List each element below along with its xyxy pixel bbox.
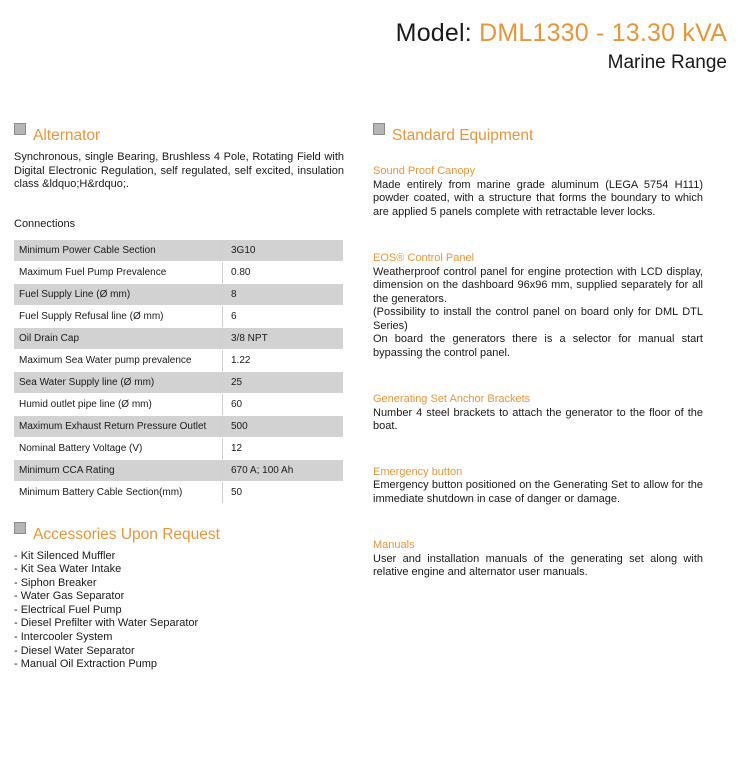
right-column <box>373 121 703 580</box>
table-row <box>14 305 343 327</box>
accessories-section-title <box>14 520 344 550</box>
list-item: - Manual Oil Extraction Pump <box>14 658 158 671</box>
equipment-item-text: User and installation manuals of the generating set along with relative engine and alternator user manuals. <box>373 552 703 578</box>
list-item: - Diesel Water Separator <box>14 644 135 657</box>
bullet-square-icon <box>14 522 26 534</box>
spec-label: Maximum Exhaust Return Pressure Outlet <box>14 415 223 437</box>
spec-label: Oil Drain Cap <box>14 327 223 349</box>
spec-value: 50 <box>223 481 344 503</box>
spec-value: 1.22 <box>223 349 344 371</box>
table-row <box>14 349 343 371</box>
spec-label: Maximum Sea Water pump prevalence <box>14 349 223 371</box>
spec-value: 3G10 <box>223 240 344 262</box>
spec-value: 25 <box>223 371 344 393</box>
bullet-square-icon <box>14 123 26 135</box>
list-item: - Water Gas Separator <box>14 590 125 603</box>
spec-label: Nominal Battery Voltage (V) <box>14 437 223 459</box>
equipment-item-text: Made entirely from marine grade aluminum (LEGA 5754 H111) powder coated, with a structure that forms the boundary to which are applied 5 panels complete with retractable lever locks. <box>373 178 703 218</box>
spec-value: 8 <box>223 283 344 305</box>
accessories-title: Accessories Upon Request <box>33 525 220 543</box>
connections-label: Connections <box>14 217 76 230</box>
equipment-item-title: EOS® Control Panel <box>373 252 475 264</box>
range-subtitle: Marine Range <box>607 52 727 73</box>
equipment-item-title: Manuals <box>373 539 415 551</box>
standard-equipment-title: Standard Equipment <box>392 127 534 144</box>
alternator-section-title <box>14 121 344 151</box>
spec-label: Minimum Power Cable Section <box>14 240 223 262</box>
table-row <box>14 240 343 262</box>
spec-value: 12 <box>223 437 344 459</box>
spec-value: 670 A; 100 Ah <box>223 459 344 481</box>
spec-value: 6 <box>223 305 344 327</box>
alternator-description: Synchronous, single Bearing, Brushless 4 Pole, Rotating Field with Digital Electronic Regulation, self regulated, self excited, insulation class &ldquo;H&rdquo;. <box>14 151 344 190</box>
left-column <box>14 121 344 672</box>
equipment-item-text: On board the generators there is a selector for manual start bypassing the control panel. <box>373 333 703 359</box>
equipment-item-anchor-brackets <box>373 393 703 434</box>
spec-label: Sea Water Supply line (Ø mm) <box>14 371 223 393</box>
equipment-item-canopy <box>373 165 703 219</box>
spec-label: Maximum Fuel Pump Prevalence <box>14 261 223 283</box>
list-item: - Diesel Prefilter with Water Separator <box>14 617 199 630</box>
equipment-item-control-panel <box>373 252 703 360</box>
spec-label: Fuel Supply Refusal line (Ø mm) <box>14 305 223 327</box>
equipment-item-title: Sound Proof Canopy <box>373 165 476 177</box>
equipment-item-text: Number 4 steel brackets to attach the generator to the floor of the boat. <box>373 406 703 432</box>
table-row <box>14 393 343 415</box>
table-row <box>14 371 343 393</box>
table-row <box>14 415 343 437</box>
bullet-square-icon <box>373 123 385 135</box>
spec-label: Humid outlet pipe line (Ø mm) <box>14 393 223 415</box>
equipment-item-text: Weatherproof control panel for engine protection with LCD display, dimension on the dashboard 96x96 mm, supplied separately for all the generators. <box>373 265 703 305</box>
standard-equipment-section-title <box>373 121 703 151</box>
table-row <box>14 437 343 459</box>
table-row <box>14 481 343 503</box>
equipment-item-text: (Possibility to install the control panel on board only for DML DTL Series) <box>373 306 703 332</box>
spec-value: 0.80 <box>223 261 344 283</box>
equipment-item-title: Emergency button <box>373 465 463 478</box>
spec-value: 3/8 NPT <box>223 327 344 349</box>
alternator-title: Alternator <box>33 127 101 144</box>
model-value: DML1330 - 13.30 kVA <box>479 19 727 47</box>
equipment-item-manuals <box>373 539 703 580</box>
accessories-list <box>14 550 344 672</box>
spec-label: Fuel Supply Line (Ø mm) <box>14 283 223 305</box>
list-item: - Electrical Fuel Pump <box>14 603 122 616</box>
connections-table <box>14 240 343 504</box>
spec-value: 60 <box>223 393 344 415</box>
list-item: - Kit Silenced Muffler <box>14 549 116 562</box>
table-row <box>14 283 343 305</box>
page-header <box>396 16 727 75</box>
list-item: - Kit Sea Water Intake <box>14 563 122 576</box>
equipment-item-emergency-button <box>373 466 703 507</box>
spec-label: Minimum CCA Rating <box>14 459 223 481</box>
table-row <box>14 327 343 349</box>
spec-value: 500 <box>223 415 344 437</box>
spec-label: Minimum Battery Cable Section(mm) <box>14 481 223 503</box>
list-item: - Siphon Breaker <box>14 576 97 589</box>
model-label: Model: <box>395 19 472 47</box>
equipment-item-text: Emergency button positioned on the Generating Set to allow for the immediate shutdown in case of danger or damage. <box>373 479 703 505</box>
equipment-item-title: Generating Set Anchor Brackets <box>373 393 531 405</box>
list-item: - Intercooler System <box>14 631 113 644</box>
table-row <box>14 459 343 481</box>
table-row <box>14 261 343 283</box>
model-title <box>396 16 727 50</box>
